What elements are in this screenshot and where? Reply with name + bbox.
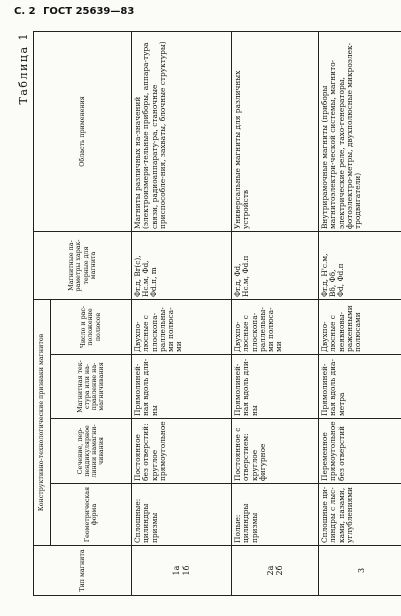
geom-cell: Полые: цилиндры призмы xyxy=(232,484,319,546)
params-cell: Φr.д, Br(с), Hс.м, Φd, Φd.п, m xyxy=(132,232,232,300)
col-type-header: Тип магнита xyxy=(34,546,132,596)
col-texture-header: Магнитная тек-стура или на-правление на-магничивания xyxy=(51,355,132,419)
page-header xyxy=(14,6,138,17)
type-cell: 1а 1б xyxy=(132,546,232,596)
magnet-table xyxy=(33,31,401,596)
poles-cell: Двухпо-люсные с плоскопа-раллельны-ми полюса-ми xyxy=(132,300,232,355)
poles-cell: Двухпо-люсные с неявновы-раженными полюсами xyxy=(319,300,401,355)
holes-cell: Постоянное с отверстием: круглое фигурное xyxy=(232,419,319,484)
col-group-header: Конструктивно-технологические признаки магнитов xyxy=(34,300,51,546)
poles-cell: Двухпо-люсные с плоскопа-раллельны-ми полюса-ми xyxy=(232,300,319,355)
col-geom-header: Геометрическая форма xyxy=(51,484,132,546)
params-cell: Φr.д, H'с.м, Bδ, Φδ, Φd, Φd.п xyxy=(319,232,401,300)
col-holes-header: Сечение, пер-пендикулярное линии намагни-чивания xyxy=(51,419,132,484)
area-cell: Внутрирамочные магниты (приборы магнитоэлектри-ческой системы, магнито-электрические реле, тахо-генераторы, фотоэлектро-метры, двухполюсные микроэлек-тродвигатели) xyxy=(319,32,401,232)
col-params-header: Магнитные па-раметры харак-терные для магнита xyxy=(34,232,132,300)
table-row xyxy=(132,32,232,596)
table-row xyxy=(319,32,401,596)
page-number: С. 2 xyxy=(14,6,36,17)
area-cell: Универсальные магниты для различных устройств xyxy=(232,32,319,232)
params-cell: Φr.д, Φd, Hс.м, Φd.п xyxy=(232,232,319,300)
col-poles-header: Число и рас-положение полюсов xyxy=(51,300,132,355)
table-caption: Таблица 1 xyxy=(17,32,30,105)
table-row xyxy=(232,32,319,596)
holes-cell: Постоянное без отверстий: круглое прямоугольное xyxy=(132,419,232,484)
type-cell: 2а 2б xyxy=(232,546,319,596)
geom-cell: Сплошные ци-линдры с лыс-ками, пазами, углублениями xyxy=(319,484,401,546)
col-area-header: Область применения xyxy=(34,32,132,232)
rotated-table-block xyxy=(17,32,389,596)
texture-cell: Прямолиней-ная вдоль диа-метра xyxy=(319,355,401,419)
type-cell: 3 xyxy=(319,546,401,596)
texture-cell: Прямолиней-ная вдоль дли-ны xyxy=(232,355,319,419)
texture-cell: Прямолиней-ная вдоль дли-ны xyxy=(132,355,232,419)
standard-code: ГОСТ 25639—83 xyxy=(43,6,135,17)
geom-cell: Сплошные: цилиндры призмы xyxy=(132,484,232,546)
holes-cell: Переменное прямоугольное без отверстий xyxy=(319,419,401,484)
area-cell: Магниты различных на-значений (электроизмери-тельные приборы, аппара-тура связи, радиоаппарату-ра, станочные приспособле-ния, захваты, блочные структуры) xyxy=(132,32,232,232)
